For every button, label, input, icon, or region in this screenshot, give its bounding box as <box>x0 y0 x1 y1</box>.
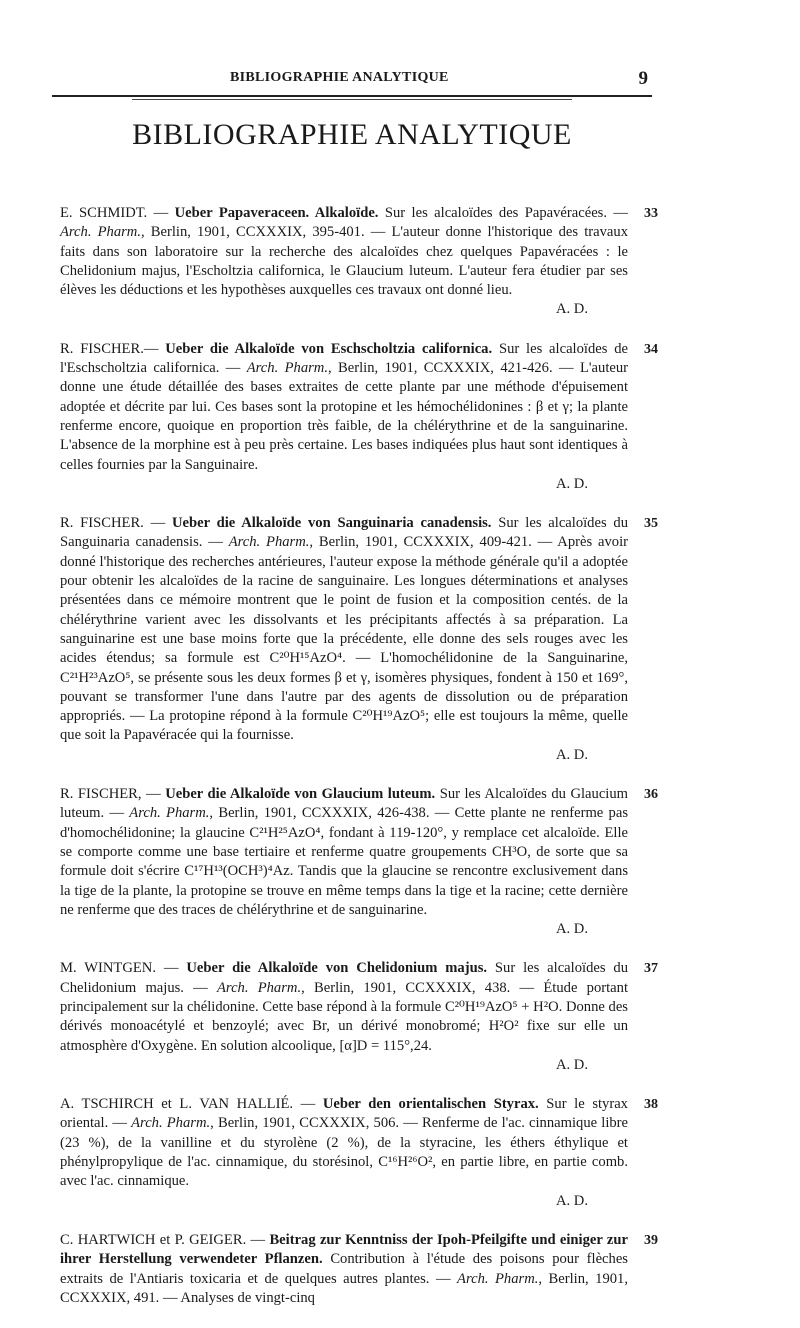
entry-text: , Berlin, 1901, CCXXXIX, 421-426. — L'auteur donne une étude détaillée des bases extraites de cette plante par une méthode d'épuisement adoptée et décrite par lui. Ces bases sont la protopine et les hémochélidonines : β et γ; la plante renferme encore, quoique en proportion très faible, de la chélérythrine et de la sanguinarine. L'absence de la morphine est à peu près certaine. Les bases indiquées plus haut sont identiques à celles fournies par la Sanguinaire. <box>60 360 629 473</box>
entry-journal: Arch. Pharm. <box>457 1270 539 1287</box>
entry-text: , Berlin, 1901, CCXXXIX, 491. — Analyses de vingt-cinq <box>60 1270 629 1306</box>
entry-text: , Berlin, 1901, CCXXXIX, 395-401. — L'auteur donne l'historique des travaux faits dans son laboratoire sur la recherche des alcaloïdes chez quelques Papavéracées : le Chelidonium majus, l'Escholtzia californica, le Glaucium luteum. L'auteur fera étudier par ses élèves les déductions et les hypothèses auxquelles ces travaux ont donné lieu. <box>60 224 628 299</box>
entry-text: Sur les alcaloïdes du Sanguinaria canadensis. — <box>60 515 629 551</box>
entry-text: Sur les alcaloïdes des Papavéracées. — <box>378 205 628 221</box>
entry-39 <box>60 1231 658 1308</box>
entry-signature: A. D. <box>555 921 588 938</box>
entry-37 <box>60 959 658 1075</box>
entry-title: Ueber die Alkaloïde von Eschscholtzia californica. <box>165 340 493 357</box>
entry-number: 37 <box>644 961 658 977</box>
header-rule <box>52 95 652 97</box>
entry-author: R. FISCHER. — <box>60 515 166 532</box>
entry-number: 35 <box>644 516 658 532</box>
entry-title: Ueber den orientalischen Styrax. <box>322 1096 539 1113</box>
running-head-title: BIBLIOGRAPHIE ANALYTIQUE <box>230 70 449 85</box>
entry-title: Ueber die Alkaloïde von Glaucium luteum. <box>165 786 436 803</box>
bibliography-entries <box>60 204 658 1328</box>
entry-signature: A. D. <box>555 301 588 318</box>
page-title: BIBLIOGRAPHIE ANALYTIQUE <box>132 118 572 151</box>
running-head <box>52 70 652 92</box>
header-rule-thin <box>132 99 572 100</box>
entry-text: , Berlin, 1901, CCXXXIX, 426-438. — Cette plante ne renferme pas d'homochélidonine; la glaucine C²¹H²⁵AzO⁴, fondant à 119-120°, y remplace cet alcaloïde. Elle se comporte comme une base tertiaire et renferme quatre groupements CH³O, de sorte que sa formule doit s'écrire C¹⁷H¹³(OCH³)⁴Az. Tandis que la glaucine se rencontre exclusivement dans la tige de la plante, la protopine se trouve en même temps dans la tige et la racine; cette dernière ne renferme que des traces de chélérythrine et de sanguinarine. <box>60 805 628 918</box>
entry-signature: A. D. <box>555 475 588 492</box>
entry-author: M. WINTGEN. — <box>60 960 179 977</box>
entry-journal: Arch. Pharm. <box>129 805 210 822</box>
page-number: 9 <box>638 68 648 89</box>
entry-36 <box>60 785 658 939</box>
entry-journal: Arch. Pharm. <box>246 360 328 377</box>
entry-text: Contribution à l'étude des poisons pour flèches extraits de l'Antiaris toxicaria et de quelques autres plantes. — <box>60 1251 628 1287</box>
entry-journal: Arch. Pharm. <box>217 979 302 996</box>
entry-text: Sur les Alcaloïdes du Glaucium luteum. — <box>60 786 628 822</box>
entry-title: Ueber Papaveraceen. Alkaloïde. <box>174 205 379 221</box>
entry-35 <box>60 514 658 765</box>
entry-title: Ueber die Alkaloïde von Sanguinaria canadensis. <box>171 515 492 532</box>
entry-journal: Arch. Pharm. <box>131 1115 211 1132</box>
entry-signature: A. D. <box>555 1192 588 1209</box>
entry-text: Sur les alcaloïdes de l'Eschscholtzia californica. — <box>60 340 628 377</box>
entry-number: 36 <box>644 787 658 803</box>
entry-text: , Berlin, 1901, CCXXXIX, 506. — Renferme de l'ac. cinnamique libre (23 %), de la vanilline et du styrolène (2 %), de la styracine, les éthers éthylique et phénylpropylique de l'ac. cinnamique, du storésinol, C¹⁶H²⁶O², en partie libre, en partie comb. avec l'ac. cinnamique. <box>60 1115 629 1190</box>
entry-author: R. FISCHER, — <box>60 786 161 803</box>
entry-author: E. SCHMIDT. — <box>60 205 169 221</box>
entry-number: 34 <box>644 341 658 357</box>
entry-text: Sur les alcaloïdes du Chelidonium majus. — <box>60 960 628 996</box>
entry-34 <box>60 340 658 494</box>
entry-journal: Arch. Pharm. <box>60 224 141 241</box>
entry-title: Beitrag zur Kenntniss der Ipoh-Pfeilgifte und einiger zur ihrer Herstellung verwendeter Pflanzen. <box>60 1231 628 1268</box>
entry-number: 39 <box>644 1232 658 1248</box>
entry-signature: A. D. <box>555 1056 588 1073</box>
entry-number: 38 <box>644 1097 658 1113</box>
entry-38 <box>60 1095 658 1211</box>
entry-text: , Berlin, 1901, CCXXXIX, 438. — Étude portant principalement sur la chélidonine. Cette base répond à la formule C²⁰H¹⁹AzO⁵ + H²O. Donne des dérivés monoacétylé et benzoylé; avec Br, un dérivé monobromé; H²O² fixe sur elle un atmosphère d'Oxygène. En solution alcoolique, [α]D = 115°,24. <box>60 979 628 1054</box>
entry-text: , Berlin, 1901, CCXXXIX, 409-421. — Après avoir donné l'historique des recherches antérieures, l'auteur expose la méthode générale qu'il a adoptée pour obtenir les alcaloïdes de la racine de sanguinaire. Les longues déterminations et analyses présentées dans ce mémoire montrent que le point de fusion et la composition centés. de la chélérythrine varient avec les dissolvants et les précipitants affectés à sa préparation. La sanguinarine est une base moins forte que la précédente, elle donne des sels rouges avec les acides étendus; sa formule est C²⁰H¹⁵AzO⁴. — L'homochélidonine de la Sanguinarine, C²¹H²³AzO⁵, se présente sous les deux formes β et γ, isomères physiques, fondent à 150 et 169°, pouvant se transformer l'une dans l'autre par des agents de dissolution ou de préparation appropriés. — La protopine répond à la formule C²⁰H¹⁹AzO⁵; elle est toujours la même, quelle que soit la Papavéracée qui la fournisse. <box>60 534 628 744</box>
entry-text: Sur le styrax oriental. — <box>60 1096 628 1132</box>
entry-title: Ueber die Alkaloïde von Chelidonium majus. <box>186 960 488 977</box>
entry-33 <box>60 204 658 320</box>
entry-author: A. TSCHIRCH et L. VAN HALLIÉ. — <box>60 1096 316 1113</box>
entry-number: 33 <box>644 206 658 221</box>
entry-author: R. FISCHER.— <box>60 340 159 357</box>
entry-signature: A. D. <box>555 746 588 763</box>
entry-journal: Arch. Pharm. <box>228 534 310 551</box>
entry-author: C. HARTWICH et P. GEIGER. — <box>60 1231 266 1248</box>
